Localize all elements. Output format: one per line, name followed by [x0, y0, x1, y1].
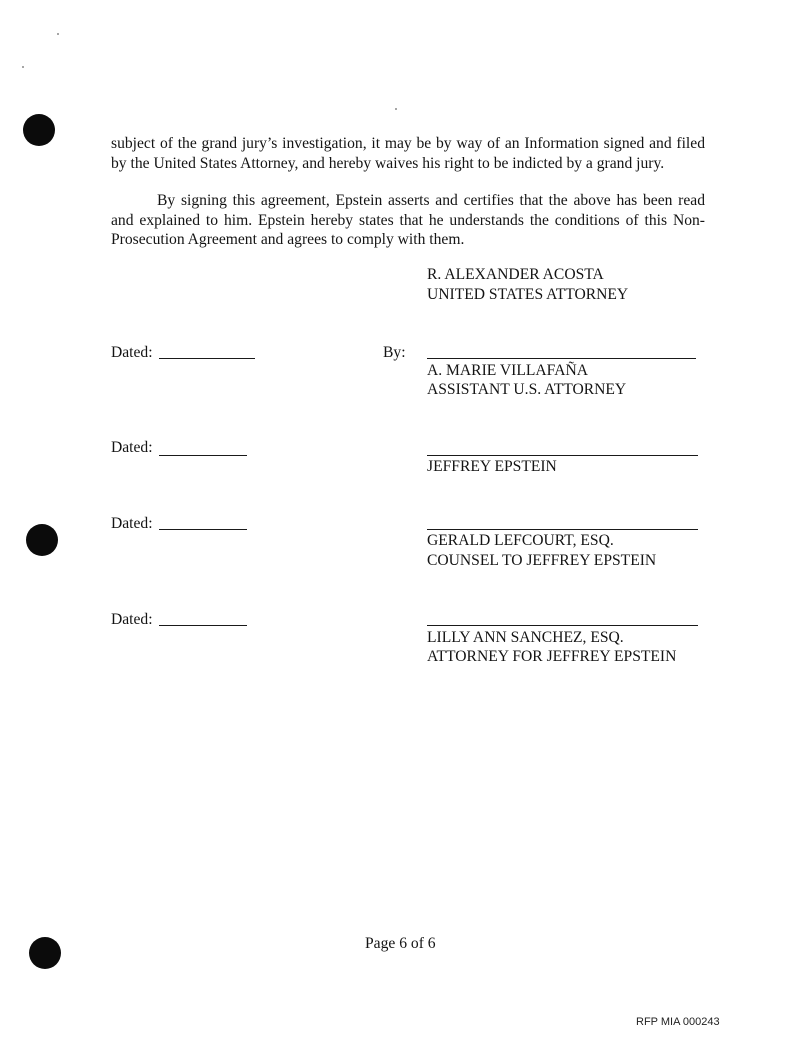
- us-attorney-name: R. ALEXANDER ACOSTA: [427, 266, 604, 283]
- punch-hole-middle: [26, 524, 58, 556]
- signer-name: GERALD LEFCOURT, ESQ.: [427, 532, 614, 549]
- signature-line: [427, 358, 696, 359]
- signer-title: ASSISTANT U.S. ATTORNEY: [427, 381, 627, 398]
- bates-number: RFP MIA 000243: [636, 1016, 720, 1028]
- signer-name: LILLY ANN SANCHEZ, ESQ.: [427, 629, 624, 646]
- paragraph-line: Prosecution Agreement and agrees to comply with them.: [111, 231, 465, 248]
- us-attorney-title: UNITED STATES ATTORNEY: [427, 286, 629, 303]
- scan-speck: [22, 66, 24, 68]
- date-line: [159, 358, 255, 359]
- dated-label: Dated:: [111, 439, 153, 456]
- date-line: [159, 529, 247, 530]
- signature-line: [427, 529, 698, 530]
- dated-label: Dated:: [111, 515, 153, 532]
- scan-speck: [57, 33, 59, 35]
- signer-name: A. MARIE VILLAFAÑA: [427, 362, 588, 379]
- date-line: [159, 455, 247, 456]
- paragraph-line: and explained to him. Epstein hereby states that he understands the conditions of this Non-: [111, 211, 705, 229]
- body-paragraph-2: [111, 191, 705, 250]
- signature-line: [427, 625, 698, 626]
- paragraph-line: by the United States Attorney, and hereby waives his right to be indicted by a grand jury.: [111, 154, 665, 172]
- by-label: By:: [383, 344, 406, 361]
- signer-title: ATTORNEY FOR JEFFREY EPSTEIN: [427, 648, 677, 665]
- signer-title: COUNSEL TO JEFFREY EPSTEIN: [427, 552, 657, 569]
- paragraph-line: By signing this agreement, Epstein asserts and certifies that the above has been read: [157, 192, 705, 209]
- signature-line: [427, 455, 698, 456]
- body-paragraph-1: [111, 134, 705, 173]
- signer-name: JEFFREY EPSTEIN: [427, 458, 557, 475]
- date-line: [159, 625, 247, 626]
- dated-label: Dated:: [111, 611, 153, 628]
- paragraph-line: subject of the grand jury’s investigation, it may be by way of an Information signed and filed: [111, 135, 705, 152]
- punch-hole-bottom: [29, 937, 61, 969]
- scan-speck: [395, 108, 397, 110]
- punch-hole-top: [23, 114, 55, 146]
- dated-label: Dated:: [111, 344, 153, 361]
- page-number: Page 6 of 6: [365, 935, 436, 952]
